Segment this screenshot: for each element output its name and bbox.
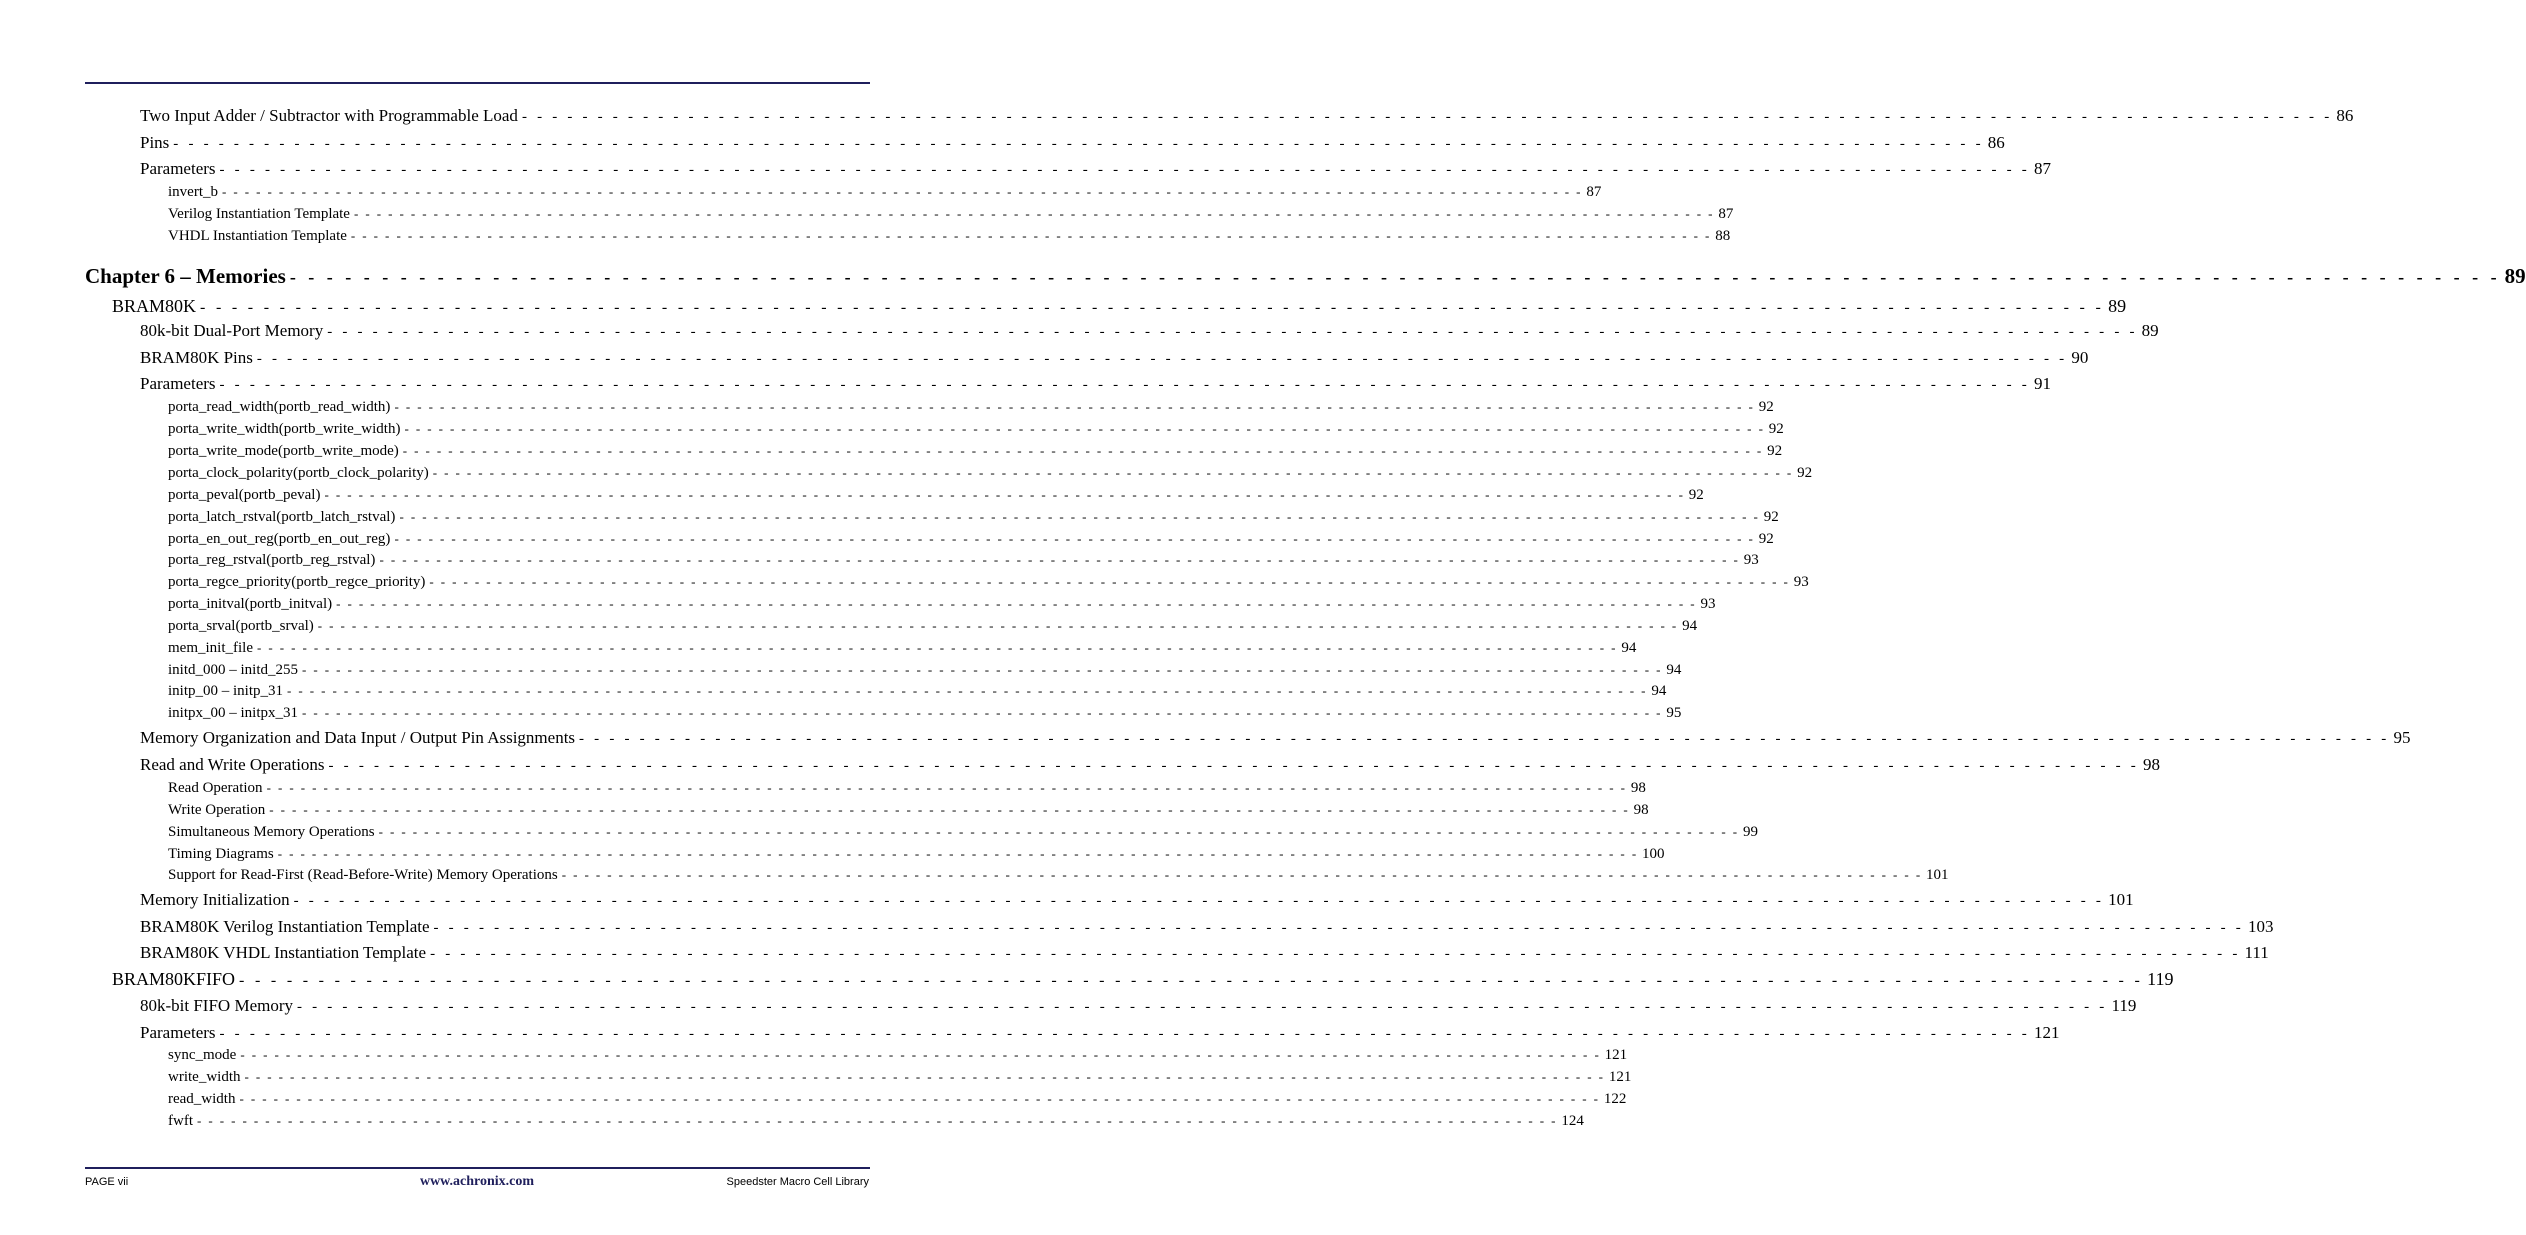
toc-entry-page: 98	[1630, 780, 1646, 796]
toc-entry-page: 100	[1642, 846, 1665, 862]
toc-entry-page: 86	[1987, 133, 2005, 152]
toc-entry-title: Parameters	[140, 1023, 216, 1042]
toc-entry-page: 93	[1743, 552, 1759, 568]
toc-entry[interactable]	[112, 969, 2174, 990]
toc-leader-dots: - - - - - - - - - - - - - - - - - - - - - - - - - - - - - - - - - - - - - - - - - - - - - - - - - - - - - - - - - - - - - - - - - - - - - - - - - - - - - - - - - - - - - - - - - - - - - - - - - - - - - - - - - - - - - - - - - - - - - - - -	[394, 399, 1755, 414]
toc-entry-title: porta_regce_priority(portb_regce_priority)	[168, 574, 426, 590]
toc-entry-page: 119	[2111, 996, 2137, 1015]
toc-entry-page: 92	[1688, 487, 1704, 503]
toc-leader-dots: - - - - - - - - - - - - - - - - - - - - - - - - - - - - - - - - - - - - - - - - - - - - - - - - - - - - - - - - - - - - - - - - - - - - - - - - - - - - - - - - - - - - - - - - - - - - - - - - - - - - - - - - - - - - - - - - - - - - - - - -	[317, 618, 1679, 633]
toc-entry-page: 91	[2034, 374, 2051, 393]
toc-leader-dots: - - - - - - - - - - - - - - - - - - - - - - - - - - - - - - - - - - - - - - - - - - - - - - - - - - - - - - - - - - - - - - - - - - - - - - - - - - - - - - - - - - - - - - - - - - - - - - - - - - - - - - - - - - - - - - - - - - - - - - - -	[256, 351, 2068, 367]
toc-leader-dots: - - - - - - - - - - - - - - - - - - - - - - - - - - - - - - - - - - - - - - - - - - - - - - - - - - - - - - - - - - - - - - - - - - - - - - - - - - - - - - - - - - - - - - - - - - - - - - - - - - - - - - - - - - - - - - - - - - - - - - - -	[302, 662, 1663, 677]
toc-entry[interactable]	[168, 531, 1774, 548]
toc-entry[interactable]	[168, 596, 1716, 613]
toc-entry[interactable]	[140, 996, 2137, 1016]
toc-entry-title: porta_write_mode(portb_write_mode)	[168, 443, 399, 459]
toc-entry[interactable]	[168, 206, 1734, 223]
toc-entry-page: 89	[2504, 264, 2526, 288]
toc-leader-dots: - - - - - - - - - - - - - - - - - - - - - - - - - - - - - - - - - - - - - - - - - - - - - - - - - - - - - - - - - - - - - - - - - - - - - - - - - - - - - - - - - - - - - - - - - - - - - - - - - - - - - - - - - - - - - - - - - - - - - - - -	[404, 421, 1765, 436]
toc-entry-title: 80k-bit Dual-Port Memory	[140, 321, 324, 340]
toc-entry[interactable]	[168, 552, 1759, 569]
toc-entry[interactable]	[140, 943, 2269, 963]
toc-entry-page: 99	[1742, 824, 1758, 840]
toc-entry-page: 94	[1682, 618, 1698, 634]
toc-entry[interactable]	[168, 618, 1698, 635]
toc-entry-title: porta_read_width(portb_read_width)	[168, 399, 391, 415]
toc-entry[interactable]	[168, 465, 1813, 482]
toc-leader-dots: - - - - - - - - - - - - - - - - - - - - - - - - - - - - - - - - - - - - - - - - - - - - - - - - - - - - - - - - - - - - - - - - - - - - - - - - - - - - - - - - - - - - - - - - - - - - - - - - - - - - - - - - - - - - - - - - - - - - - - - -	[327, 324, 2138, 340]
toc-entry[interactable]	[168, 574, 1809, 591]
toc-entry-title: Parameters	[140, 374, 216, 393]
toc-leader-dots: - - - - - - - - - - - - - - - - - - - - - - - - - - - - - - - - - - - - - - - - - - - - - - - - - - - - - - - - - - - - - - - - - - - - - - - - - - - - - - - - - - - - - - - - - - - - - - - - - - - - - - - - - - - - - - - - - - - - - - - -	[302, 705, 1663, 720]
toc-entry[interactable]	[168, 1091, 1627, 1108]
toc-entry[interactable]	[168, 399, 1774, 416]
toc-entry[interactable]	[168, 640, 1637, 657]
toc-entry-title: Simultaneous Memory Operations	[168, 824, 375, 840]
toc-entry-title: porta_latch_rstval(portb_latch_rstval)	[168, 509, 396, 525]
toc-entry-title: BRAM80K Pins	[140, 348, 253, 367]
toc-entry-title: sync_mode	[168, 1047, 237, 1063]
toc-entry[interactable]	[140, 348, 2089, 368]
toc-leader-dots: - - - - - - - - - - - - - - - - - - - - - - - - - - - - - - - - - - - - - - - - - - - - - - - - - - - - - - - - - - - - - - - - - - - - - - - - - - - - - - - - - - - - - - - - - - - - - - - - - - - - - - - - - - - - - - - - - - - - - - - -	[219, 1026, 2030, 1042]
toc-entry-page: 98	[2143, 755, 2160, 774]
toc-entry[interactable]	[168, 1113, 1584, 1130]
toc-entry[interactable]	[168, 683, 1667, 700]
toc-leader-dots: - - - - - - - - - - - - - - - - - - - - - - - - - - - - - - - - - - - - - - - - - - - - - - - - - - - - - - - - - - - - - - - - - - - - - - - - - - - - - - - - - - - - - - - - - - - - - - - - - - - - - - - - - - - - - - - - - - - - - - - -	[239, 972, 2144, 989]
toc-entry-title: porta_initval(portb_initval)	[168, 596, 333, 612]
toc-entry-page: 98	[1633, 802, 1649, 818]
toc-entry[interactable]	[140, 321, 2159, 341]
toc-entry-title: BRAM80K	[112, 296, 197, 316]
toc-entry-page: 121	[2034, 1023, 2060, 1042]
toc-entry[interactable]	[140, 159, 2051, 179]
toc-entry-page: 119	[2147, 969, 2174, 989]
toc-entry-title: 80k-bit FIFO Memory	[140, 996, 293, 1015]
toc-entry[interactable]	[168, 846, 1665, 863]
toc-entry-page: 92	[1768, 421, 1784, 437]
toc-entry-page: 87	[2034, 159, 2051, 178]
toc-leader-dots: - - - - - - - - - - - - - - - - - - - - - - - - - - - - - - - - - - - - - - - - - - - - - - - - - - - - - - - - - - - - - - - - - - - - - - - - - - - - - - - - - - - - - - - - - - - - - - - - - - - - - - - - - - - - - - - - - - - - - - - -	[324, 487, 1685, 502]
toc-entry-title: Support for Read-First (Read-Before-Write) Memory Operations	[168, 867, 558, 883]
toc-leader-dots: - - - - - - - - - - - - - - - - - - - - - - - - - - - - - - - - - - - - - - - - - - - - - - - - - - - - - - - - - - - - - - - - - - - - - - - - - - - - - - - - - - - - - - - - - - - - - - - - - - - - - - - - - - - - - - - - - - - - - - - -	[297, 999, 2108, 1015]
toc-entry[interactable]	[140, 1023, 2060, 1043]
toc-entry-title: read_width	[168, 1091, 236, 1107]
toc-leader-dots: - - - - - - - - - - - - - - - - - - - - - - - - - - - - - - - - - - - - - - - - - - - - - - - - - - - - - - - - - - - - - - - - - - - - - - - - - - - - - - - - - - - - - - - - - - - - - - - - - - - - - - - - - - - - - - - - - - - - - - - -	[256, 640, 1618, 655]
toc-entry-title: Read and Write Operations	[140, 755, 325, 774]
toc-leader-dots: - - - - - - - - - - - - - - - - - - - - - - - - - - - - - - - - - - - - - - - - - - - - - - - - - - - - - - - - - - - - - - - - - - - - - - - - - - - - - - - - - - - - - - - - - - - - - - - - - - - - - - - - - - - - - - - - - - - - - - - -	[244, 1069, 1605, 1084]
toc-entry-title: Chapter 6 – Memories	[85, 264, 286, 288]
toc-entry[interactable]	[168, 780, 1646, 797]
toc-entry-title: porta_srval(portb_srval)	[168, 618, 314, 634]
toc-leader-dots: - - - - - - - - - - - - - - - - - - - - - - - - - - - - - - - - - - - - - - - - - - - - - - - - - - - - - - - - - - - - - - - - - - - - - - - - - - - - - - - - - - - - - - - - - - - - - - - - - - - - - - - - - - - - - - - - - - - - - - - -	[429, 574, 1790, 589]
toc-leader-dots: - - - - - - - - - - - - - - - - - - - - - - - - - - - - - - - - - - - - - - - - - - - - - - - - - - - - - - - - - - - - - - - - - - - - - - - - - - - - - - - - - - - - - - - - - - - - - - - - - - - - - - - - - - - - - - - - - - - - - - - -	[579, 731, 2390, 747]
toc-leader-dots: - - - - - - - - - - - - - - - - - - - - - - - - - - - - - - - - - - - - - - - - - - - - - - - - - - - - - - - - - - - - - - - - - - - - - - - - - - - - - - - - - - - - - - - - - - - - - - - - - - - - - - - - - - - - - - - - - - - - - - - -	[287, 683, 1648, 698]
toc-entry-title: fwft	[168, 1113, 193, 1129]
toc-entry[interactable]	[85, 264, 2526, 289]
toc-entry[interactable]	[168, 662, 1682, 679]
toc-leader-dots: - - - - - - - - - - - - - - - - - - - - - - - - - - - - - - - - - - - - - - - - - - - - - - - - - - - - - - - - - - - - - - - - - - - - - - - - - - - - - - - - - - - - - - - - - - - - - - - - - - - - - - - - - - - - - - - - - - - - - - - -	[240, 1047, 1601, 1062]
toc-entry-title: VHDL Instantiation Template	[168, 228, 347, 244]
toc-leader-dots: - - - - - - - - - - - - - - - - - - - - - - - - - - - - - - - - - - - - - - - - - - - - - - - - - - - - - - - - - - - - - - - - - - - - - - - - - - - - - - - - - - - - - - - - - - - - - - - - - - - - - - - - - - - - - - - - - - - - - - - -	[219, 162, 2030, 178]
toc-entry[interactable]	[168, 802, 1649, 819]
toc-entry-page: 111	[2244, 943, 2269, 962]
toc-entry-title: initp_00 – initp_31	[168, 683, 284, 699]
toc-entry-page: 92	[1758, 399, 1774, 415]
toc-leader-dots: - - - - - - - - - - - - - - - - - - - - - - - - - - - - - - - - - - - - - - - - - - - - - - - - - - - - - - - - - - - - - - - - - - - - - - - - - - - - - - - - - - - - - - - - - - - - - - - - - - - - - - - - - - - - - - - - - - - - - - - -	[432, 465, 1794, 480]
toc-entry-title: Verilog Instantiation Template	[168, 206, 350, 222]
toc-leader-dots: - - - - - - - - - - - - - - - - - - - - - - - - - - - - - - - - - - - - - - - - - - - - - - - - - - - - - - - - - - - - - - - - - - - - - - - - - - - - - - - - - - - - - - - - - - - - - - - - - - - - - - - - - - - - - - - - - - - - - - - -	[197, 1113, 1558, 1128]
toc-entry-title: Read Operation	[168, 780, 263, 796]
toc-entry-title: initd_000 – initd_255	[168, 662, 299, 678]
toc-entry-page: 124	[1561, 1113, 1584, 1129]
toc-entry-page: 103	[2247, 917, 2274, 936]
toc-entry-title: porta_write_width(portb_write_width)	[168, 421, 401, 437]
toc-entry-title: initpx_00 – initpx_31	[168, 705, 299, 721]
toc-entry[interactable]	[140, 106, 2354, 126]
toc-entry[interactable]	[168, 443, 1783, 460]
toc-leader-dots: - - - - - - - - - - - - - - - - - - - - - - - - - - - - - - - - - - - - - - - - - - - - - - - - - - - - - - - - - - - - - - - - - - - - - - - - - - - - - - - - - - - - - - - - - - - - - - - - - - - - - - - - - - - - - - - - - - - - - - - -	[293, 893, 2105, 909]
toc-entry[interactable]	[168, 1069, 1632, 1086]
toc-entry[interactable]	[112, 296, 2127, 317]
toc-entry-title: porta_peval(portb_peval)	[168, 487, 321, 503]
toc-entry-page: 122	[1603, 1091, 1627, 1107]
toc-entry-title: Pins	[140, 133, 170, 152]
toc-leader-dots: - - - - - - - - - - - - - - - - - - - - - - - - - - - - - - - - - - - - - - - - - - - - - - - - - - - - - - - - - - - - - - - - - - - - - - - - - - - - - - - - - - - - - - - - - - - - - - - - - - - - - - - - - - - - - - - - - - - - - - - -	[399, 509, 1760, 524]
toc-entry-page: 87	[1718, 206, 1734, 222]
toc-entry-title: Write Operation	[168, 802, 266, 818]
toc-leader-dots: - - - - - - - - - - - - - - - - - - - - - - - - - - - - - - - - - - - - - - - - - - - - - - - - - - - - - - - - - - - - - - - - - - - - - - - - - - - - - - - - - - - - - - - - - - - - - - - - - - - - - - - - - - - - - - - - - - - - - - - -	[402, 443, 1764, 458]
toc-leader-dots: - - - - - - - - - - - - - - - - - - - - - - - - - - - - - - - - - - - - - - - - - - - - - - - - - - - - - - - - - - - - - - - - - - - - - - - - - - - - - - - - - - - - - - - - - - - - - - - - - - - - - - - - - - - - - - - - - - - - - - - -	[277, 846, 1639, 861]
toc-entry[interactable]	[168, 509, 1779, 526]
toc-entry-page: 95	[1666, 705, 1682, 721]
toc-entry-title: mem_init_file	[168, 640, 253, 656]
toc-entry-page: 88	[1715, 228, 1731, 244]
toc-leader-dots: - - - - - - - - - - - - - - - - - - - - - - - - - - - - - - - - - - - - - - - - - - - - - - - - - - - - - - - - - - - - - - - - - - - - - - - - - - - - - - - - - - - - - - - - - - - - - - - - - - - - - - - - - - - - - - - - - - - - - - - -	[521, 109, 2333, 125]
toc-entry-page: 92	[1797, 465, 1813, 481]
toc-entry[interactable]	[140, 890, 2134, 910]
toc-entry-title: Timing Diagrams	[168, 846, 274, 862]
toc-entry-page: 87	[1586, 184, 1602, 200]
toc-entry-title: invert_b	[168, 184, 218, 200]
toc-entry-page: 89	[2108, 296, 2127, 316]
toc-entry-page: 101	[2108, 890, 2134, 909]
toc-leader-dots: - - - - - - - - - - - - - - - - - - - - - - - - - - - - - - - - - - - - - - - - - - - - - - - - - - - - - - - - - - - - - - - - - - - - - - - - - - - - - - - - - - - - - - - - - - - - - - - - - - - - - - - - - - - - - - - - - - - - - - - -	[353, 206, 1715, 221]
toc-leader-dots: - - - - - - - - - - - - - - - - - - - - - - - - - - - - - - - - - - - - - - - - - - - - - - - - - - - - - - - - - - - - - - - - - - - - - - - - - - - - - - - - - - - - - - - - - - - - - - - - - - - - - - - - - - - - - - - - - - - - - - - -	[430, 946, 2241, 962]
toc-entry[interactable]	[168, 487, 1704, 504]
toc-entry-title: Two Input Adder / Subtractor with Programmable Load	[140, 106, 518, 125]
toc-entry[interactable]	[168, 421, 1784, 438]
toc-entry[interactable]	[168, 824, 1758, 841]
toc-entry[interactable]	[168, 228, 1731, 245]
toc-entry-page: 93	[1793, 574, 1809, 590]
toc-entry[interactable]	[168, 867, 1949, 884]
toc-leader-dots: - - - - - - - - - - - - - - - - - - - - - - - - - - - - - - - - - - - - - - - - - - - - - - - - - - - - - - - - - - - - - - - - - - - - - - - - - - - - - - - - - - - - - - - - - - - - - - - - - - - - - - - - - - - - - - - - - - - - - - - -	[378, 824, 1739, 839]
toc-leader-dots: - - - - - - - - - - - - - - - - - - - - - - - - - - - - - - - - - - - - - - - - - - - - - - - - - - - - - - - - - - - - - - - - - - - - - - - - - - - - - - - - - - - - - - - - - - - - - - - - - - - - - - - - - - - - - - - - - - - - - - - -	[394, 531, 1755, 546]
toc-leader-dots: - - - - - - - - - - - - - - - - - - - - - - - - - - - - - - - - - - - - - - - - - - - - - - - - - - - - - - - - - - - - - - - - - - - - - - - - - - - - - - - - - - - - - - - - - - - - - - - - - - - - - - - - - - - - - - - - - - - - - - - -	[219, 377, 2030, 393]
toc-entry[interactable]	[140, 133, 2005, 153]
page-number: PAGE vii	[85, 1176, 129, 1188]
toc-entry-page: 95	[2393, 728, 2411, 747]
toc-entry-page: 89	[2141, 321, 2159, 340]
footer-rule	[85, 1167, 870, 1169]
toc-entry[interactable]	[140, 728, 2411, 748]
toc-entry[interactable]	[140, 374, 2051, 394]
document-title: Speedster Macro Cell Library	[726, 1176, 869, 1188]
toc-leader-dots: - - - - - - - - - - - - - - - - - - - - - - - - - - - - - - - - - - - - - - - - - - - - - - - - - - - - - - - - - - - - - - - - - - - - - - - - - - - - - - - - - - - - - - - - - - - - - - - - - - - - - - - - - - - - - - - - - - - - - - - -	[289, 267, 2501, 287]
toc-leader-dots: - - - - - - - - - - - - - - - - - - - - - - - - - - - - - - - - - - - - - - - - - - - - - - - - - - - - - - - - - - - - - - - - - - - - - - - - - - - - - - - - - - - - - - - - - - - - - - - - - - - - - - - - - - - - - - - - - - - - - - - -	[266, 780, 1627, 795]
toc-entry[interactable]	[168, 184, 1602, 201]
toc-leader-dots: - - - - - - - - - - - - - - - - - - - - - - - - - - - - - - - - - - - - - - - - - - - - - - - - - - - - - - - - - - - - - - - - - - - - - - - - - - - - - - - - - - - - - - - - - - - - - - - - - - - - - - - - - - - - - - - - - - - - - - - -	[561, 867, 1923, 882]
website-link[interactable]: www.achronix.com	[419, 1174, 535, 1189]
toc-entry-title: write_width	[168, 1069, 241, 1085]
toc-entry[interactable]	[168, 1047, 1628, 1064]
toc-entry-title: porta_reg_rstval(portb_reg_rstval)	[168, 552, 376, 568]
toc-entry-page: 92	[1763, 509, 1779, 525]
toc-entry-page: 94	[1666, 662, 1682, 678]
toc-leader-dots: - - - - - - - - - - - - - - - - - - - - - - - - - - - - - - - - - - - - - - - - - - - - - - - - - - - - - - - - - - - - - - - - - - - - - - - - - - - - - - - - - - - - - - - - - - - - - - - - - - - - - - - - - - - - - - - - - - - - - - - -	[350, 228, 1712, 243]
toc-entry-title: Memory Organization and Data Input / Output Pin Assignments	[140, 728, 576, 747]
toc-leader-dots: - - - - - - - - - - - - - - - - - - - - - - - - - - - - - - - - - - - - - - - - - - - - - - - - - - - - - - - - - - - - - - - - - - - - - - - - - - - - - - - - - - - - - - - - - - - - - - - - - - - - - - - - - - - - - - - - - - - - - - - -	[222, 184, 1583, 199]
toc-entry-title: Memory Initialization	[140, 890, 290, 909]
toc-entry-page: 94	[1621, 640, 1637, 656]
toc-leader-dots: - - - - - - - - - - - - - - - - - - - - - - - - - - - - - - - - - - - - - - - - - - - - - - - - - - - - - - - - - - - - - - - - - - - - - - - - - - - - - - - - - - - - - - - - - - - - - - - - - - - - - - - - - - - - - - - - - - - - - - - -	[433, 920, 2244, 936]
toc-leader-dots: - - - - - - - - - - - - - - - - - - - - - - - - - - - - - - - - - - - - - - - - - - - - - - - - - - - - - - - - - - - - - - - - - - - - - - - - - - - - - - - - - - - - - - - - - - - - - - - - - - - - - - - - - - - - - - - - - - - - - - - -	[173, 136, 1984, 152]
toc-entry[interactable]	[140, 755, 2160, 775]
toc-entry-page: 93	[1700, 596, 1716, 612]
toc-entry-title: BRAM80K Verilog Instantiation Template	[140, 917, 430, 936]
toc-entry-title: Parameters	[140, 159, 216, 178]
toc-entry-page: 92	[1758, 531, 1774, 547]
toc-entry-title: porta_en_out_reg(portb_en_out_reg)	[168, 531, 391, 547]
toc-entry-page: 94	[1651, 683, 1667, 699]
toc-entry-page: 121	[1604, 1047, 1628, 1063]
toc-entry-page: 101	[1926, 867, 1949, 883]
toc-leader-dots: - - - - - - - - - - - - - - - - - - - - - - - - - - - - - - - - - - - - - - - - - - - - - - - - - - - - - - - - - - - - - - - - - - - - - - - - - - - - - - - - - - - - - - - - - - - - - - - - - - - - - - - - - - - - - - - - - - - - - - - -	[336, 596, 1697, 611]
toc-entry-title: porta_clock_polarity(portb_clock_polarity)	[168, 465, 429, 481]
toc-leader-dots: - - - - - - - - - - - - - - - - - - - - - - - - - - - - - - - - - - - - - - - - - - - - - - - - - - - - - - - - - - - - - - - - - - - - - - - - - - - - - - - - - - - - - - - - - - - - - - - - - - - - - - - - - - - - - - - - - - - - - - - -	[200, 299, 2105, 316]
toc-leader-dots: - - - - - - - - - - - - - - - - - - - - - - - - - - - - - - - - - - - - - - - - - - - - - - - - - - - - - - - - - - - - - - - - - - - - - - - - - - - - - - - - - - - - - - - - - - - - - - - - - - - - - - - - - - - - - - - - - - - - - - - -	[379, 552, 1740, 567]
toc-entry-title: BRAM80KFIFO	[112, 969, 236, 989]
toc-entry-page: 90	[2071, 348, 2089, 367]
toc-entry-page: 92	[1767, 443, 1783, 459]
toc-entry-page: 121	[1608, 1069, 1632, 1085]
toc-leader-dots: - - - - - - - - - - - - - - - - - - - - - - - - - - - - - - - - - - - - - - - - - - - - - - - - - - - - - - - - - - - - - - - - - - - - - - - - - - - - - - - - - - - - - - - - - - - - - - - - - - - - - - - - - - - - - - - - - - - - - - - -	[239, 1091, 1600, 1106]
toc-leader-dots: - - - - - - - - - - - - - - - - - - - - - - - - - - - - - - - - - - - - - - - - - - - - - - - - - - - - - - - - - - - - - - - - - - - - - - - - - - - - - - - - - - - - - - - - - - - - - - - - - - - - - - - - - - - - - - - - - - - - - - - -	[269, 802, 1630, 817]
toc-entry-page: 86	[2336, 106, 2354, 125]
toc-leader-dots: - - - - - - - - - - - - - - - - - - - - - - - - - - - - - - - - - - - - - - - - - - - - - - - - - - - - - - - - - - - - - - - - - - - - - - - - - - - - - - - - - - - - - - - - - - - - - - - - - - - - - - - - - - - - - - - - - - - - - - - -	[328, 758, 2139, 774]
toc-entry[interactable]	[140, 917, 2274, 937]
toc-entry-title: BRAM80K VHDL Instantiation Template	[140, 943, 427, 962]
toc-entry[interactable]	[168, 705, 1682, 722]
